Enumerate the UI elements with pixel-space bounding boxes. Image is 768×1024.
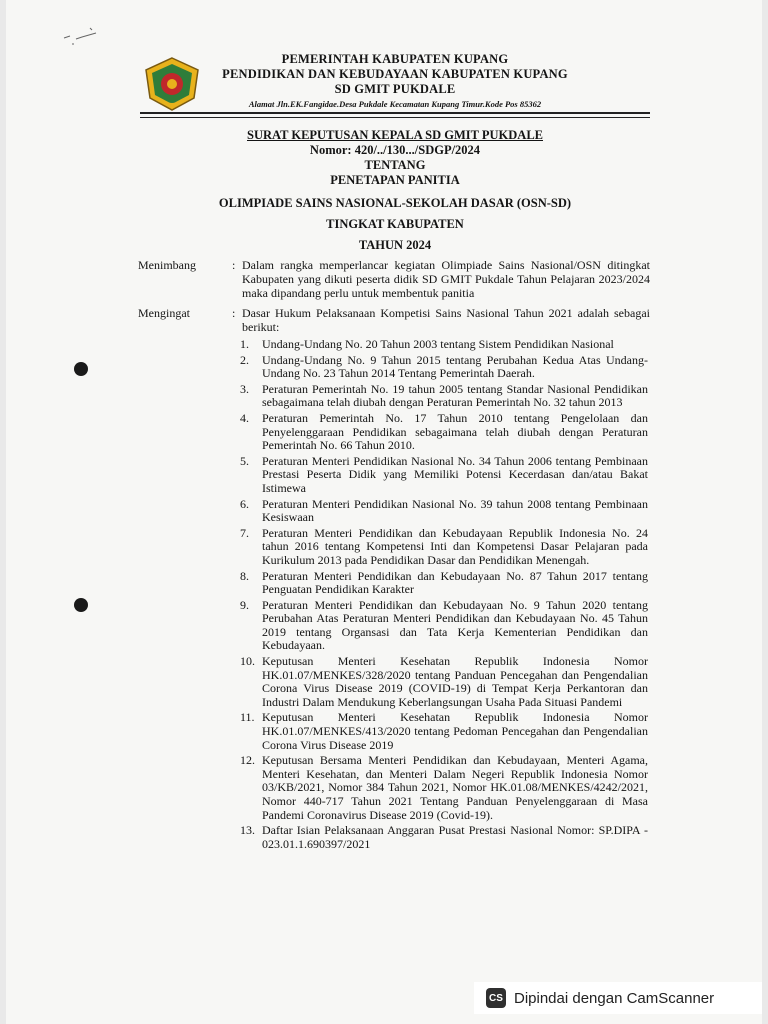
list-item-number: 7.: [240, 525, 249, 540]
decree-subject-3: TINGKAT KABUPATEN: [326, 217, 464, 231]
letterhead-line1: PEMERINTAH KABUPATEN KUPANG: [281, 52, 509, 66]
list-item-text: Undang-Undang No. 9 Tahun 2015 tentang Perubahan Kedua Atas Undang-Undang No. 23 Tahun 2014 Tentang Pemerintah Daerah.: [262, 352, 648, 381]
menimbang-colon: :: [232, 258, 236, 272]
list-item: [240, 527, 648, 568]
decree-subject-1: PENETAPAN PANITIA: [330, 173, 460, 187]
mengingat-label: Mengingat: [138, 306, 190, 320]
camscanner-watermark: [474, 982, 762, 1014]
list-item: [240, 383, 648, 410]
list-item: [240, 754, 648, 822]
letterhead-line3: SD GMIT PUKDALE: [334, 82, 456, 96]
list-item: [240, 599, 648, 653]
list-item-number: 3.: [240, 381, 249, 396]
decree-tentang: TENTANG: [364, 158, 426, 172]
decree-title: SURAT KEPUTUSAN KEPALA SD GMIT PUKDALE: [247, 128, 543, 142]
punch-hole: [74, 362, 88, 376]
menimbang-text: Dalam rangka memperlancar kegiatan Olimpiade Sains Nasional/OSN ditingkat Kabupaten yang dikuti peserta didik SD GMIT Pukdale Tahun Pelajaran 2023/2024 maka dipandang perlu untuk membentuk panitia: [242, 258, 650, 300]
legal-basis-list: [240, 338, 648, 853]
camscanner-logo-icon: CS: [486, 988, 506, 1008]
mengingat-text: Dasar Hukum Pelaksanaan Kompetisi Sains Nasional Tahun 2021 adalah sebagai berikut:: [242, 306, 650, 334]
list-item-number: 4.: [240, 410, 249, 425]
list-item-number: 13.: [240, 823, 255, 838]
letterhead: [210, 52, 580, 110]
camscanner-label: Dipindai dengan CamScanner: [514, 989, 715, 1007]
list-item-text: Peraturan Menteri Pendidikan Nasional No. 39 tahun 2008 tentang Pembinaan Kesiswaan: [262, 496, 648, 525]
decree-number: Nomor: 420/../130.../SDGP/2024: [309, 143, 481, 157]
list-item-text: Keputusan Menteri Kesehatan Republik Indonesia Nomor HK.01.07/MENKES/328/2020 tentang Panduan Pencegahan dan Pengendalian Corona Virus Disease 2019 (COVID-19) di Tempat Kerja Perkantoran dan Industri Dalam Mendukung Keberlangsungan Usaha Pada Situasi Pandemi: [262, 654, 648, 709]
list-item-number: 12.: [240, 753, 255, 768]
mengingat-colon: :: [232, 306, 236, 320]
letterhead-address: Alamat Jln.EK.Fangidae.Desa Pukdale Kecamatan Kupang Timur.Kode Pos 85362: [248, 99, 542, 109]
kabupaten-kupang-emblem-icon: [142, 56, 202, 112]
list-item: [240, 455, 648, 496]
list-item-text: Peraturan Pemerintah No. 19 tahun 2005 tentang Standar Nasional Pendidikan sebagaimana telah diubah dengan Peraturan Pemerintah No. 32 tahun 2013: [262, 381, 648, 410]
list-item: [240, 354, 648, 381]
list-item-text: Peraturan Menteri Pendidikan dan Kebudayaan Republik Indonesia No. 24 tahun 2016 tentang Kompetensi Inti dan Kompetensi Dasar Pelajaran pada Kurikulum 2013 pada Pendidikan Dasar dan Pendidikan Menengah.: [262, 525, 648, 567]
letterhead-line2: PENDIDIKAN DAN KEBUDAYAAN KABUPATEN KUPANG: [222, 67, 568, 81]
menimbang-label: Menimbang: [138, 258, 196, 272]
list-item-text: Peraturan Menteri Pendidikan dan Kebudayaan No. 9 Tahun 2020 tentang Perubahan Atas Peraturan Menteri Pendidikan dan Kebudayaan No. 45 Tahun 2019 tentang Organsasi dan Tata Kerja Kementerian Pendidikan dan Kebudayaan.: [262, 597, 648, 653]
list-item: [240, 570, 648, 597]
list-item-number: 9.: [240, 597, 249, 612]
list-item-number: 6.: [240, 496, 249, 511]
list-item-text: Undang-Undang No. 20 Tahun 2003 tentang Sistem Pendidikan Nasional: [262, 337, 614, 351]
letterhead-rule-thick: [140, 112, 650, 114]
menimbang-section: [234, 258, 650, 300]
handwritten-mark: [62, 24, 112, 49]
decree-heading: [150, 128, 640, 253]
list-item-number: 10.: [240, 654, 255, 669]
list-item-text: Peraturan Menteri Pendidikan dan Kebudayaan No. 87 Tahun 2017 tentang Penguatan Pendidikan Karakter: [262, 568, 648, 597]
list-item: [240, 498, 648, 525]
list-item-number: 5.: [240, 453, 249, 468]
punch-hole: [74, 598, 88, 612]
list-item-text: Peraturan Menteri Pendidikan Nasional No. 34 Tahun 2006 tentang Pembinaan Prestasi Peserta Didik yang Memiliki Potensi Kecerdasan dan/atau Bakat Istimewa: [262, 453, 648, 495]
list-item: [240, 824, 648, 851]
decree-year: TAHUN 2024: [358, 238, 432, 252]
list-item-text: Keputusan Menteri Kesehatan Republik Indonesia Nomor HK.01.07/MENKES/413/2020 tentang Pedoman Pencegahan dan Pengendalian Corona Virus Disease 2019: [262, 710, 648, 752]
list-item: [240, 338, 648, 352]
mengingat-section: [234, 306, 650, 334]
list-item-text: Keputusan Bersama Menteri Pendidikan dan Kebudayaan, Menteri Agama, Menteri Kesehatan, dan Menteri Dalam Negeri Republik Indonesia Nomor 03/KB/2021, Nomor 384 Tahun 2021, Nomor HK.01.08/MENKES/4242/2021, Nomor 440-717 Tahun 2021 Tentang Panduan Penyelenggaraan di Masa Pandemi Coronavirus Disease 2019 (Covid-19).: [262, 753, 648, 822]
list-item: [240, 711, 648, 752]
list-item-text: Peraturan Pemerintah No. 17 Tahun 2010 tentang Pengelolaan dan Penyelenggaraan Pendidikan sebagaimana telah diubah dengan Peraturan Pemerintah No. 66 Tahun 2010.: [262, 410, 648, 453]
list-item: [240, 412, 648, 453]
list-item-number: 11.: [240, 710, 255, 725]
decree-subject-2: OLIMPIADE SAINS NASIONAL-SEKOLAH DASAR (OSN-SD): [218, 196, 572, 210]
list-item-text: Daftar Isian Pelaksanaan Anggaran Pusat Prestasi Nasional Nomor: SP.DIPA - 023.01.1.690397/2021: [262, 823, 648, 851]
list-item: [240, 655, 648, 709]
list-item-number: 8.: [240, 568, 249, 583]
list-item-number: 2.: [240, 352, 249, 367]
letterhead-rule-thin: [140, 117, 650, 118]
list-item-number: 1.: [240, 337, 249, 351]
